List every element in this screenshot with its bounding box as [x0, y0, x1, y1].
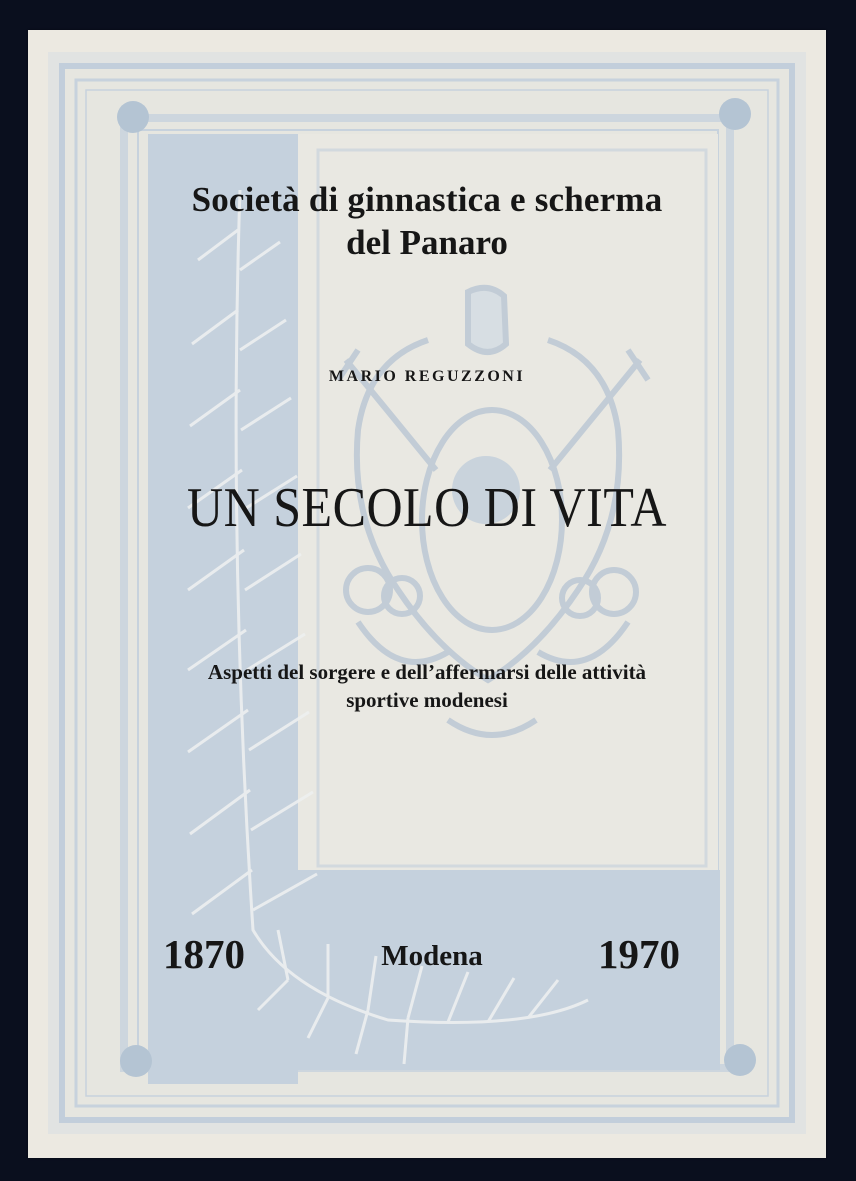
author-name: MARIO REGUZZONI [328, 368, 526, 385]
city-name: Modena [381, 940, 483, 972]
start-year: 1870 [163, 931, 245, 977]
society-name-line-1: Società di ginnastica e scherma [191, 180, 663, 219]
subtitle-line-1: Aspetti del sorgere e dell’affermarsi delle attività [207, 660, 647, 684]
end-year: 1970 [598, 931, 680, 977]
subtitle-line-2: sportive modenesi [346, 688, 508, 712]
society-name-line-2: del Panaro [346, 223, 508, 262]
book-title: UN SECOLO DI VITA [187, 475, 667, 539]
book-cover [28, 30, 826, 1158]
